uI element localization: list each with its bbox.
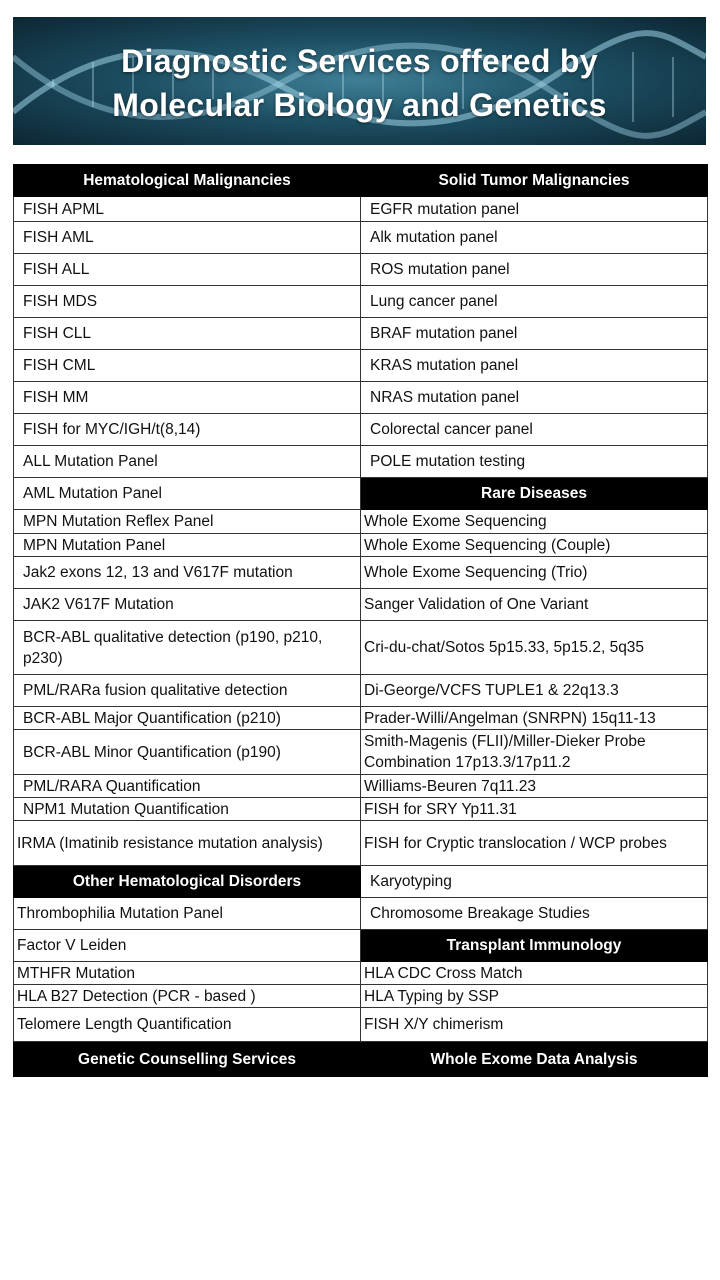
service-cell: BCR-ABL Major Quantification (p210) [14, 707, 361, 730]
service-cell: PML/RARA Quantification [14, 775, 361, 798]
table-row [14, 557, 708, 589]
table-row [14, 675, 708, 707]
table-row [14, 798, 708, 821]
table-row [14, 1042, 708, 1077]
table-row [14, 730, 708, 775]
service-cell: Karyotyping [361, 866, 708, 898]
service-cell: MPN Mutation Panel [14, 534, 361, 557]
service-cell: Sanger Validation of One Variant [361, 589, 708, 621]
service-cell: Prader-Willi/Angelman (SNRPN) 15q11-13 [361, 707, 708, 730]
section-header-rare-diseases: Rare Diseases [361, 478, 708, 510]
service-cell: Di-George/VCFS TUPLE1 & 22q13.3 [361, 675, 708, 707]
service-cell: BRAF mutation panel [361, 318, 708, 350]
header-banner [13, 17, 706, 145]
table-row [14, 930, 708, 962]
table-row [14, 589, 708, 621]
table-row [14, 446, 708, 478]
service-cell: Colorectal cancer panel [361, 414, 708, 446]
table-row [14, 254, 708, 286]
table-row [14, 898, 708, 930]
service-cell: EGFR mutation panel [361, 197, 708, 222]
service-cell: FISH CML [14, 350, 361, 382]
section-header-transplant: Transplant Immunology [361, 930, 708, 962]
table-row [14, 1008, 708, 1042]
service-cell: Whole Exome Sequencing [361, 510, 708, 534]
service-cell: JAK2 V617F Mutation [14, 589, 361, 621]
service-cell: HLA Typing by SSP [361, 985, 708, 1008]
service-cell: KRAS mutation panel [361, 350, 708, 382]
section-header-solid-tumor: Solid Tumor Malignancies [361, 165, 708, 197]
table-row [14, 382, 708, 414]
service-cell: PML/RARa fusion qualitative detection [14, 675, 361, 707]
service-cell: BCR-ABL qualitative detection (p190, p210, p230) [14, 621, 361, 675]
service-cell: Jak2 exons 12, 13 and V617F mutation [14, 557, 361, 589]
table-row [14, 866, 708, 898]
service-cell: FISH MDS [14, 286, 361, 318]
table-row [14, 286, 708, 318]
service-cell: FISH APML [14, 197, 361, 222]
service-cell: Smith-Magenis (FLII)/Miller-Dieker Probe Combination 17p13.3/17p11.2 [361, 730, 708, 775]
table-row [14, 621, 708, 675]
service-cell: MPN Mutation Reflex Panel [14, 510, 361, 534]
service-cell: Telomere Length Quantification [14, 1008, 361, 1042]
service-cell: FISH AML [14, 222, 361, 254]
service-cell: Factor V Leiden [14, 930, 361, 962]
service-cell: NRAS mutation panel [361, 382, 708, 414]
service-cell: FISH MM [14, 382, 361, 414]
services-table [13, 164, 708, 1077]
service-cell: ALL Mutation Panel [14, 446, 361, 478]
service-cell: AML Mutation Panel [14, 478, 361, 510]
title-line-1: Diagnostic Services offered by [121, 43, 598, 79]
table-row [14, 165, 708, 197]
table-row [14, 962, 708, 985]
service-cell: Alk mutation panel [361, 222, 708, 254]
service-cell: Cri-du-chat/Sotos 5p15.33, 5p15.2, 5q35 [361, 621, 708, 675]
service-cell: Whole Exome Sequencing (Couple) [361, 534, 708, 557]
service-cell: FISH ALL [14, 254, 361, 286]
table-row [14, 414, 708, 446]
table-row [14, 985, 708, 1008]
service-cell: Chromosome Breakage Studies [361, 898, 708, 930]
table-row [14, 197, 708, 222]
service-cell: HLA CDC Cross Match [361, 962, 708, 985]
service-cell: FISH for MYC/IGH/t(8,14) [14, 414, 361, 446]
service-cell: FISH for SRY Yp11.31 [361, 798, 708, 821]
service-cell: NPM1 Mutation Quantification [14, 798, 361, 821]
page-title [13, 39, 706, 127]
service-cell: FISH X/Y chimerism [361, 1008, 708, 1042]
table-row [14, 478, 708, 510]
table-row [14, 707, 708, 730]
table-row [14, 222, 708, 254]
service-cell: HLA B27 Detection (PCR - based ) [14, 985, 361, 1008]
service-cell: BCR-ABL Minor Quantification (p190) [14, 730, 361, 775]
service-cell: IRMA (Imatinib resistance mutation analysis) [14, 821, 361, 866]
service-cell: Whole Exome Sequencing (Trio) [361, 557, 708, 589]
title-line-2: Molecular Biology and Genetics [112, 87, 607, 123]
section-header-counselling: Genetic Counselling Services [14, 1042, 361, 1077]
table-row [14, 534, 708, 557]
service-cell: FISH for Cryptic translocation / WCP probes [361, 821, 708, 866]
service-cell: POLE mutation testing [361, 446, 708, 478]
section-header-hematological: Hematological Malignancies [14, 165, 361, 197]
service-cell: MTHFR Mutation [14, 962, 361, 985]
service-cell: Lung cancer panel [361, 286, 708, 318]
table-row [14, 821, 708, 866]
section-header-other-hematological: Other Hematological Disorders [14, 866, 361, 898]
table-row [14, 350, 708, 382]
service-cell: FISH CLL [14, 318, 361, 350]
service-cell: ROS mutation panel [361, 254, 708, 286]
section-header-exome-analysis: Whole Exome Data Analysis [361, 1042, 708, 1077]
table-row [14, 318, 708, 350]
table-row [14, 510, 708, 534]
service-cell: Thrombophilia Mutation Panel [14, 898, 361, 930]
table-row [14, 775, 708, 798]
service-cell: Williams-Beuren 7q11.23 [361, 775, 708, 798]
